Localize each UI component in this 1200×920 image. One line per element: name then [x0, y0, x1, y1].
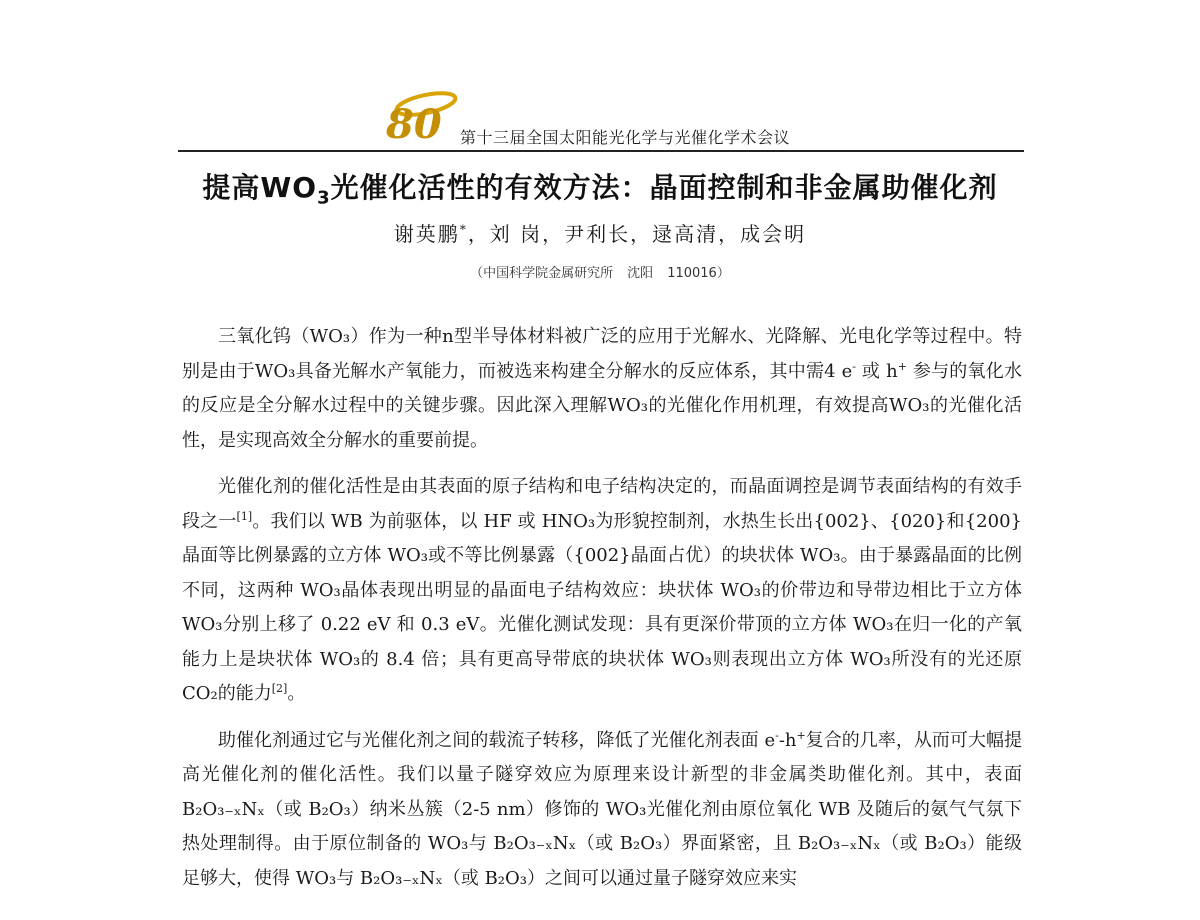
- author-rest: ，刘 岗，尹利长，逯高清，成会明: [467, 222, 807, 246]
- citation-2: [2]: [271, 682, 288, 695]
- p3-text-a: 助催化剂通过它与光催化剂之间的载流子转移，降低了光催化剂表面 e: [218, 729, 776, 751]
- citation-1: [1]: [236, 509, 253, 523]
- logo-numeral: 80: [386, 101, 442, 144]
- conference-title: 第十三届全国太阳能光化学与光催化学术会议: [460, 128, 791, 147]
- paragraph-3: [182, 724, 1022, 897]
- author-first: 谢英鹏: [393, 222, 460, 246]
- p3-text-c: -h: [778, 729, 797, 751]
- conference-logo: [380, 88, 460, 144]
- author-list: [0, 218, 1200, 247]
- corresponding-mark: *: [459, 222, 468, 237]
- p1-text-a: 三氧化钨（WO₃）作为一种n型半导体材料被广泛的应用于光解水、光降解、光电化学等过程中。特别是由于WO₃具备光解水产氧能力，而被选来构建全分解水的反应体系，其中需4 e: [182, 326, 1022, 382]
- p2-text-c: 。: [287, 683, 306, 704]
- p2-text-a: 光催化剂的催化活性是由其表面的原子结构和电子结构决定的，而晶面调控是调节表面结构的有效手段之一: [182, 476, 1022, 532]
- p1-sup-electron: -: [852, 359, 856, 373]
- header-rule: [178, 150, 1024, 152]
- title-part2: 光催化活性的有效方法：晶面控制和非金属助催化剂: [330, 171, 998, 204]
- p2-text-b: 。我们以 WB 为前驱体，以 HF 或 HNO₃为形貌控制剂，水热生长出{002}、{020}和{200}晶面等比例暴露的立方体 WO₃或不等比例暴露（{002}晶面占优）的块状体 WO₃。由于暴露晶面的比例不同，这两种 WO₃晶体表现出明显的晶面电子结构效应：块状体 WO₃的价带边和导带边相比于立方体 WO₃分别上移了 0.22 eV 和 0.3 eV。光催化测试发现：具有更深价带顶的立方体 WO₃在归一化的产氧能力上是块状体 WO₃的 8.4 倍；具有更高导带底的块状体 WO₃则表现出立方体 WO₃所没有的光还原 CO₂的能力: [182, 510, 1022, 704]
- affiliation-zip: 110016）: [667, 266, 730, 281]
- title-subscript: 3: [317, 187, 331, 209]
- title-part1: 提高WO: [202, 171, 318, 204]
- paragraph-2: [182, 470, 1022, 712]
- p3-text-e: 复合的几率，从而可大幅提高光催化剂的催化活性。我们以量子隧穿效应为原理来设计新型的非金属类助催化剂。其中，表面 B₂O₃₋ₓNₓ（或 B₂O₃）纳米丛簇（2-5 nm）修饰的 WO₃光催化剂由原位氧化 WB 及随后的氨气气氛下热处理制得。由于原位制备的 WO₃与 B₂O₃₋ₓNₓ（或 B₂O₃）界面紧密，且 B₂O₃₋ₓNₓ（或 B₂O₃）能级足够大，使得 WO₃与 B₂O₃₋ₓNₓ（或 B₂O₃）之间可以通过量子隧穿效应来实: [182, 729, 1022, 889]
- affiliation-city: 沈阳: [627, 266, 654, 281]
- affiliation-org: （中国科学院金属研究所: [470, 266, 614, 281]
- p1-text-c: 或 h: [855, 360, 898, 382]
- affiliation: [0, 262, 1200, 281]
- p3-sup-hole: +: [796, 728, 806, 742]
- p1-text-e: 参与的氧化水的反应是全分解水过程中的关键步骤。因此深入理解WO₃的光催化作用机理，有效提高WO₃的光催化活性，是实现高效全分解水的重要前提。: [182, 360, 1022, 451]
- paper-title: [0, 166, 1200, 209]
- paragraph-1: [182, 320, 1022, 458]
- p1-sup-hole: +: [897, 359, 907, 373]
- body-text: [182, 320, 1022, 920]
- p3-sup-electron: -: [775, 728, 779, 742]
